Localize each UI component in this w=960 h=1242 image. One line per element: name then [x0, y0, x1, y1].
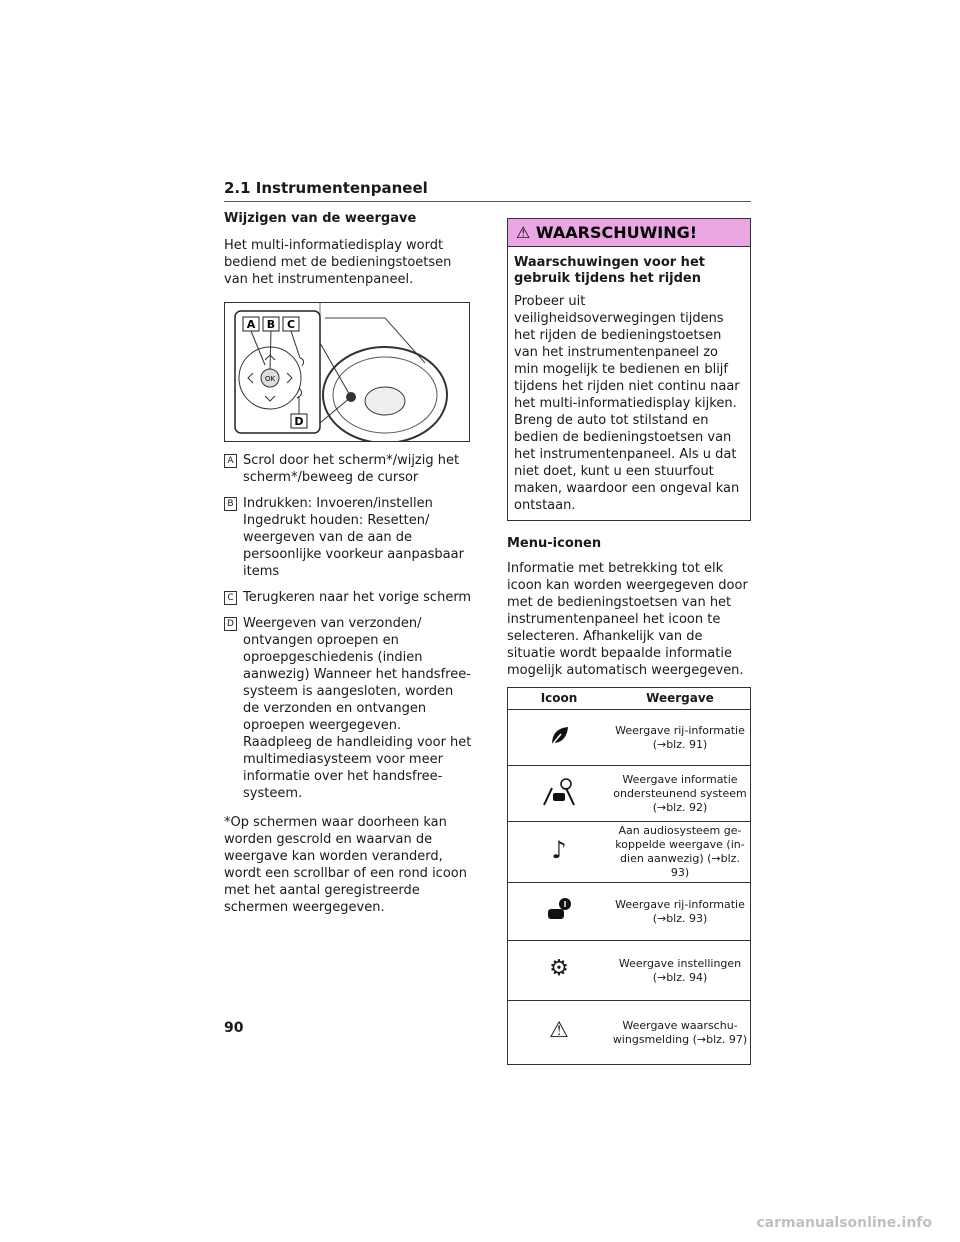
item-tag: D	[224, 617, 237, 631]
list-item	[224, 615, 472, 802]
item-text: Indrukken: Invoeren/instellen Ingedrukt houden: Resetten/ weergeven van de aan de persoonlijke voorkeur aanpasbaar items	[243, 496, 464, 579]
item-tag: A	[224, 454, 237, 468]
item-text: Scrol door het scherm*/wijzig het scherm*/beweeg de cursor	[243, 453, 460, 485]
warning-box	[507, 218, 751, 521]
footnote: *Op schermen waar doorheen kan worden gescrold en waarvan de weergave kan worden veranderd, wordt een scrollbar of een rond icoon met het aantal geregistreerde schermen weergegeven.	[224, 815, 467, 915]
item-tag: C	[224, 591, 237, 605]
label-b: B	[266, 318, 276, 331]
table-row	[508, 883, 751, 941]
icon-table	[507, 687, 751, 1065]
warning-body	[508, 247, 750, 520]
section-title: 2.1 Instrumentenpaneel	[224, 179, 751, 202]
warning-header	[508, 219, 750, 247]
table-row	[508, 941, 751, 1001]
warning-icon: ⚠	[516, 223, 531, 242]
list-item	[224, 452, 472, 486]
row-text: Weergave waarschu- wingsmelding (→blz. 97)	[610, 1001, 751, 1065]
row-text: Weergave rij-informatie (→blz. 93)	[610, 883, 751, 941]
leaf-icon	[508, 710, 611, 766]
car-info-icon	[508, 883, 611, 941]
warning-title: WAARSCHUWING!	[535, 223, 698, 242]
table-row	[508, 766, 751, 822]
watermark: carmanualsonline.info	[756, 1215, 932, 1231]
item-text: Weergeven van verzonden/ ontvangen oproepen en oproepgeschiedenis (indien aanwezig) Wanneer het handsfree-systeem is aangesloten, worden de verzonden en ontvangen oproepen weergegeven. Raadpleeg de handleiding voor het multimediasysteem voor meer informatie over het handsfree- systeem.	[243, 616, 472, 801]
warning-text: Probeer uit veiligheidsoverwegingen tijdens het rijden de bedieningstoetsen van het instrumentenpaneel zo min mogelijk te bedienen en blijf tijdens het rijden niet continu naar het multi-informatiedisplay kijken. Breng de auto tot stilstand en bedien de bedieningstoetsen van het instrumentenpaneel. Als u dat niet doet, kunt u een stuurfout maken, waardoor een ongeval kan ontstaan.	[514, 294, 740, 513]
item-text: Terugkeren naar het vorige scherm	[243, 590, 472, 605]
warning-triangle-icon: ⚠	[508, 1001, 611, 1065]
menu-intro: Informatie met betrekking tot elk icoon kan worden weergegeven door met de bedieningstoetsen van het instrumentenpaneel het icoon te selecteren. Afhankelijk van de situatie wordt bepaalde informatie mogelijk automatisch weergegeven.	[507, 561, 748, 678]
item-tag: B	[224, 497, 237, 511]
label-c: C	[286, 318, 296, 331]
page-number: 90	[224, 1020, 244, 1036]
label-a: A	[246, 318, 256, 331]
steering-wheel-illustration	[225, 303, 469, 441]
gear-icon: ⚙	[508, 941, 611, 1001]
driving-assist-icon	[508, 766, 611, 822]
row-text: Weergave instellingen (→blz. 94)	[610, 941, 751, 1001]
steering-wheel-figure	[224, 302, 470, 442]
table-row	[508, 710, 751, 766]
row-text: Weergave rij-informatie (→blz. 91)	[610, 710, 751, 766]
column-header-display: Weergave	[610, 688, 751, 710]
row-text: Weergave informatie ondersteunend systeem (→blz. 92)	[610, 766, 751, 822]
intro-text: Het multi-informatiedisplay wordt bediend met de bedieningstoetsen van het instrumentenpaneel.	[224, 238, 452, 287]
label-d: D	[294, 415, 304, 428]
warning-subtitle: Waarschuwingen voor het gebruik tijdens het rijden	[514, 255, 705, 286]
table-row	[508, 822, 751, 883]
menu-heading: Menu-iconen	[507, 536, 602, 551]
heading-change-display: Wijzigen van de weergave	[224, 211, 417, 226]
list-item	[224, 495, 472, 580]
row-text: Aan audiosysteem ge- koppelde weergave (in- dien aanwezig) (→blz. 93)	[610, 822, 751, 883]
ok-label: OK	[264, 375, 276, 383]
column-header-icon: Icoon	[508, 688, 611, 710]
table-row	[508, 1001, 751, 1065]
right-column	[507, 218, 751, 1065]
list-item	[224, 589, 472, 606]
music-note-icon: ♪	[508, 822, 611, 883]
left-column	[224, 210, 472, 916]
